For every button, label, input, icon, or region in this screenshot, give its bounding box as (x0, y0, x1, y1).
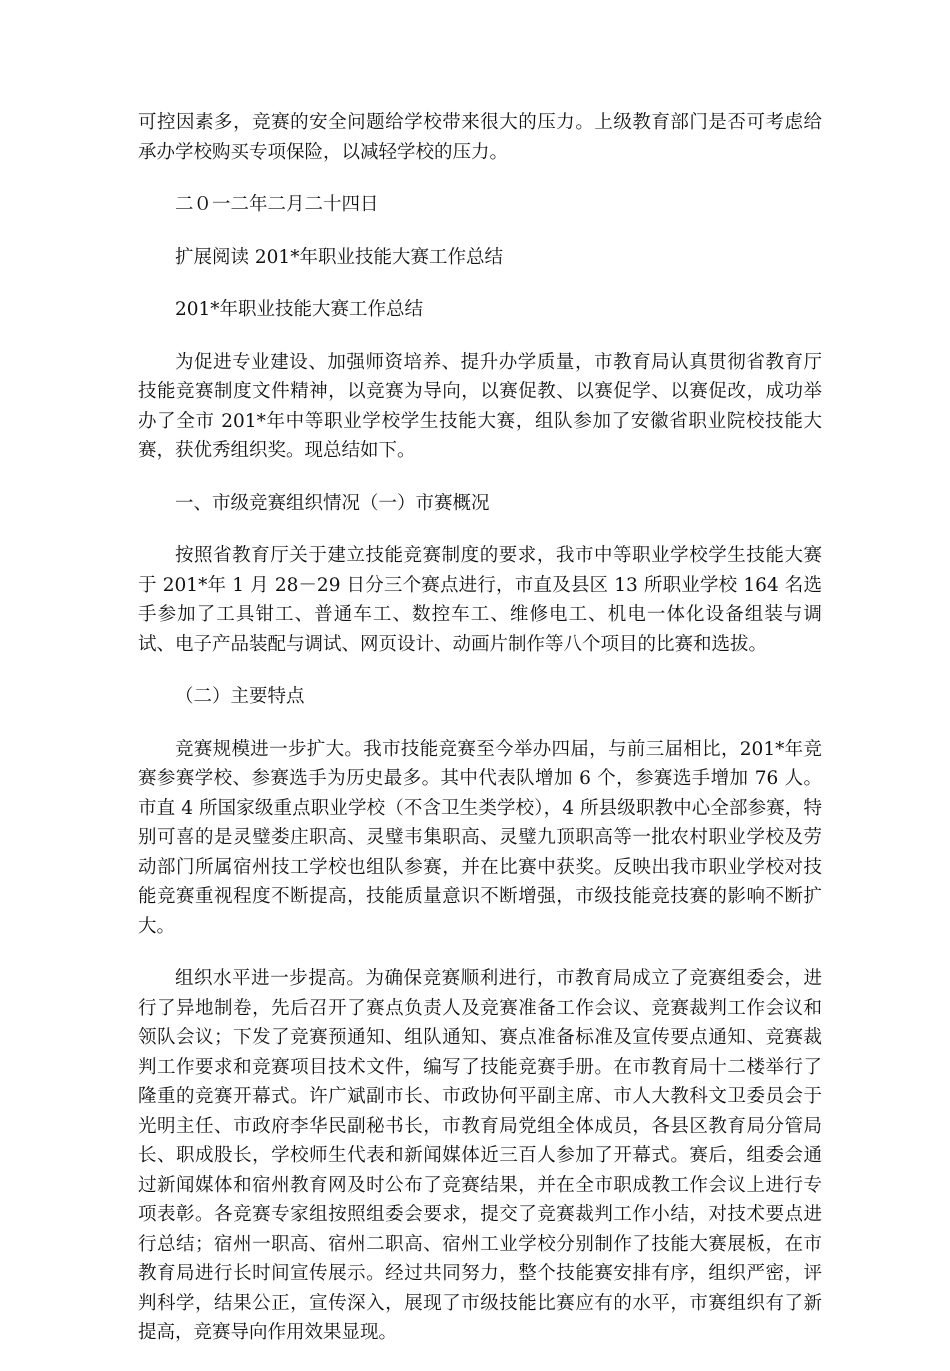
intro-paragraph: 为促进专业建设、加强师资培养、提升办学质量，市教育局认真贯彻省教育厅技能竞赛制度文件精神，以竞赛为导向，以赛促教、以赛促学、以赛促改，成功举办了全市 201*年中等职业学校学生技能大赛，组队参加了安徽省职业院校技能大赛，获优秀组织奖。现总结如下。 (138, 351, 822, 461)
section-heading-city-competition: 一、市级竞赛组织情况（一）市赛概况 (175, 492, 490, 514)
section-heading-main-features: （二）主要特点 (175, 686, 305, 707)
paragraph-continuation: 可控因素多，竞赛的安全问题给学校带来很大的压力。上级教育部门是否可考虑给承办学校购买专项保险，以减轻学校的压力。 (138, 112, 822, 163)
overview-paragraph: 按照省教育厅关于建立技能竞赛制度的要求，我市中等职业学校学生技能大赛于 201*年 1 月 28－29 日分三个赛点进行，市直及县区 13 所职业学校 164 名选手参加了工具钳工、普通车工、数控车工、维修电工、机电一体化设备组装与调试、电子产品装配与调试、网页设计、动画片制作等八个项目的比赛和选拔。 (138, 545, 822, 655)
organization-paragraph: 组织水平进一步提高。为确保竞赛顺利进行，市教育局成立了竞赛组委会，进行了异地制卷，先后召开了赛点负责人及竞赛准备工作会议、竞赛裁判工作会议和领队会议；下发了竞赛预通知、组队通知、赛点准备标准及宣传要点通知、竞赛裁判工作要求和竞赛项目技术文件，编写了技能竞赛手册。在市教育局十二楼举行了隆重的竞赛开幕式。许广斌副市长、市政协何平副主席、市人大教科文卫委员会于光明主任、市政府李华民副秘书长，市教育局党组全体成员，各县区教育局分管局长、职成股长，学校师生代表和新闻媒体近三百人参加了开幕式。赛后，组委会通过新闻媒体和宿州教育网及时公布了竞赛结果，并在全市职成教工作会议上进行专项表彰。各竞赛专家组按照组委会要求，提交了竞赛裁判工作小结，对技术要点进行总结；宿州一职高、宿州二职高、宿州工业学校分别制作了技能大赛展板，在市教育局进行长时间宣传展示。经过共同努力，整个技能赛安排有序，组织严密，评判科学，结果公正，宣传深入，展现了市级技能比赛应有的水平，市赛组织有了新提高，竞赛导向作用效果显现。 (138, 968, 822, 1343)
scale-paragraph: 竞赛规模进一步扩大。我市技能竞赛至今举办四届，与前三届相比，201*年竞赛参赛学校、参赛选手为历史最多。其中代表队增加 6 个，参赛选手增加 76 人。市直 4 所国家级重点职业学校（不含卫生类学校），4 所县级职教中心全部参赛，特别可喜的是灵璧娄庄职高、灵璧韦集职高、灵璧九顶职高等一批农村职业学校及劳动部门所属宿州技工学校也组队参赛，并在比赛中获奖。反映出我市职业学校对技能竞赛重视程度不断提高，技能质量意识不断增强，市级技能竞技赛的影响不断扩大。 (138, 738, 822, 937)
extended-reading-title: 扩展阅读 201*年职业技能大赛工作总结 (175, 246, 503, 268)
document-title: 201*年职业技能大赛工作总结 (175, 299, 424, 320)
date-line: 二０一二年二月二十四日 (175, 194, 379, 215)
document-page (138, 108, 822, 1371)
